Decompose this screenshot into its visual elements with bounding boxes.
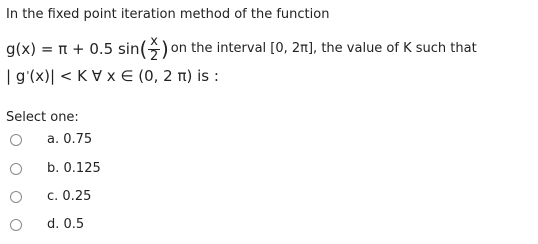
question-intro: In the fixed point iteration method of the function [6,7,330,22]
open-paren: ( [139,37,148,61]
option-d-label[interactable]: d. 0.5 [47,217,85,232]
prime-mark: ' [26,69,30,82]
close-paren: ) [160,37,169,61]
option-c-label[interactable]: c. 0.25 [47,189,92,204]
condition-rest: (x)| < K ∀ x ∈ (0, 2 π) is : [29,67,219,85]
fraction [148,33,160,64]
condition-statement [6,64,219,88]
select-one-label: Select one: [6,110,79,125]
radio-button-b[interactable] [10,163,22,175]
fraction-numerator: x [150,33,158,49]
radio-button-a[interactable] [10,134,22,146]
option-d[interactable] [0,212,538,240]
fraction-denominator: 2 [149,48,159,64]
function-lhs: g(x) = π + 0.5 sin [6,40,140,58]
radio-button-d[interactable] [10,219,22,231]
function-definition [6,33,477,64]
interval-text: on the interval [0, 2π], the value of K such that [170,41,477,56]
option-c[interactable] [0,184,538,212]
question-text [0,0,538,96]
radio-button-c[interactable] [10,191,22,203]
option-a[interactable] [0,127,538,155]
abs-derivative-open: | g [6,67,26,85]
option-b-label[interactable]: b. 0.125 [47,161,101,176]
option-a-label[interactable]: a. 0.75 [47,132,93,147]
option-b[interactable] [0,156,538,184]
